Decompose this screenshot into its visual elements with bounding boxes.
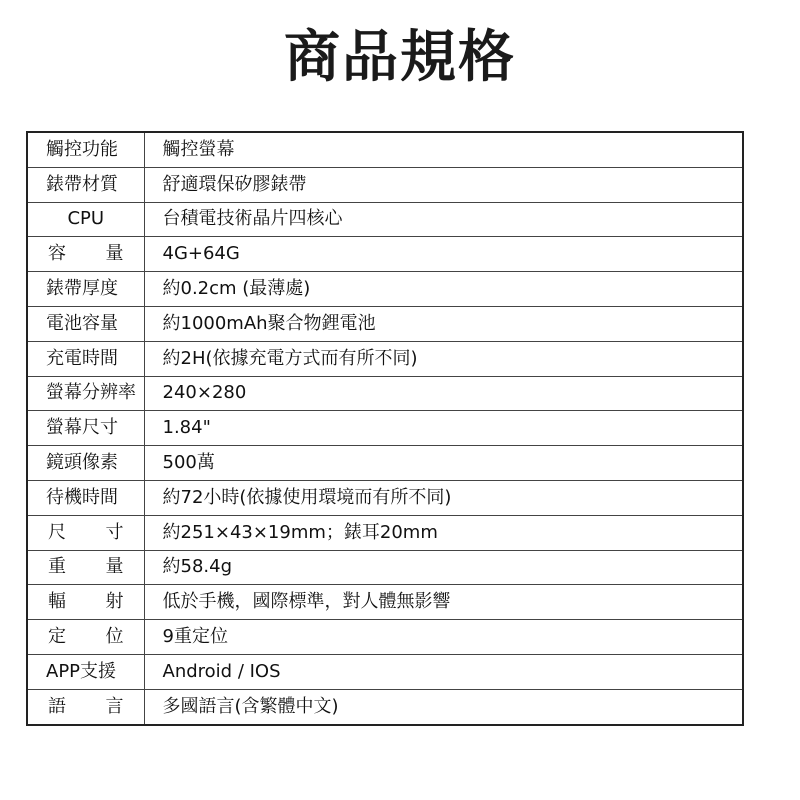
spec-value: 舒適環保矽膠錶帶 <box>144 167 743 202</box>
spec-label-spread <box>46 697 126 717</box>
spec-label <box>27 585 144 620</box>
spec-value: Android / IOS <box>144 654 743 689</box>
spec-row <box>27 480 743 515</box>
spec-label-spread <box>46 592 126 612</box>
spec-row <box>27 376 743 411</box>
spec-row <box>27 411 743 446</box>
spec-label-char: 語 <box>48 695 66 717</box>
spec-label-char: 量 <box>105 556 124 578</box>
spec-row <box>27 202 743 237</box>
spec-label-spread <box>46 523 126 543</box>
spec-label <box>27 515 144 550</box>
spec-label: 錶帶材質 <box>27 167 144 202</box>
spec-label-char: 射 <box>105 591 124 613</box>
spec-row <box>27 654 743 689</box>
spec-value: 240×280 <box>144 376 743 411</box>
spec-value: 多國語言(含繁體中文) <box>144 689 743 724</box>
spec-label: 充電時間 <box>27 341 144 376</box>
spec-label <box>27 689 144 724</box>
spec-label: 電池容量 <box>27 306 144 341</box>
spec-label <box>27 237 144 272</box>
spec-label: 螢幕尺寸 <box>27 411 144 446</box>
spec-label: 錶帶厚度 <box>27 272 144 307</box>
spec-label-spread <box>46 244 126 264</box>
spec-row <box>27 550 743 585</box>
spec-label: 待機時間 <box>27 480 144 515</box>
spec-value: 約2H(依據充電方式而有所不同) <box>144 341 743 376</box>
spec-table <box>26 131 744 726</box>
spec-row <box>27 446 743 481</box>
spec-row <box>27 237 743 272</box>
spec-value: 約0.2cm (最薄處) <box>144 272 743 307</box>
spec-label-char: 容 <box>48 243 66 265</box>
spec-value: 1.84" <box>144 411 743 446</box>
page-title: 商品規格 <box>284 25 516 90</box>
spec-label <box>27 550 144 585</box>
spec-label <box>27 620 144 655</box>
spec-label-char: 輻 <box>48 591 66 613</box>
spec-value: 500萬 <box>144 446 743 481</box>
spec-row <box>27 620 743 655</box>
spec-label-spread <box>46 627 126 647</box>
spec-value: 約251×43×19mm；錶耳20mm <box>144 515 743 550</box>
spec-row <box>27 272 743 307</box>
spec-row <box>27 585 743 620</box>
spec-table-body <box>27 132 743 725</box>
spec-label-char: 位 <box>105 626 124 648</box>
spec-value: 9重定位 <box>144 620 743 655</box>
spec-value: 4G+64G <box>144 237 743 272</box>
spec-value: 低於手機，國際標準，對人體無影響 <box>144 585 743 620</box>
spec-label: 螢幕分辨率 <box>27 376 144 411</box>
spec-value: 台積電技術晶片四核心 <box>144 202 743 237</box>
spec-label: APP支援 <box>27 654 144 689</box>
spec-row <box>27 341 743 376</box>
spec-row <box>27 132 743 167</box>
spec-row <box>27 167 743 202</box>
spec-label-spread <box>46 557 126 577</box>
spec-row <box>27 689 743 724</box>
spec-value: 觸控螢幕 <box>144 132 743 167</box>
spec-row <box>27 515 743 550</box>
spec-label-char: 寸 <box>105 521 124 543</box>
spec-label-char: 定 <box>48 626 66 648</box>
spec-value: 約58.4g <box>144 550 743 585</box>
spec-label: 觸控功能 <box>27 132 144 167</box>
spec-value: 約72小時(依據使用環境而有所不同) <box>144 480 743 515</box>
spec-label-char: 尺 <box>48 521 66 543</box>
spec-row <box>27 306 743 341</box>
spec-label-char: 重 <box>48 556 66 578</box>
spec-label-char: 量 <box>105 243 124 265</box>
spec-label: 鏡頭像素 <box>27 446 144 481</box>
spec-label-char: 言 <box>105 695 124 717</box>
spec-label: CPU <box>27 202 144 237</box>
spec-value: 約1000mAh聚合物鋰電池 <box>144 306 743 341</box>
